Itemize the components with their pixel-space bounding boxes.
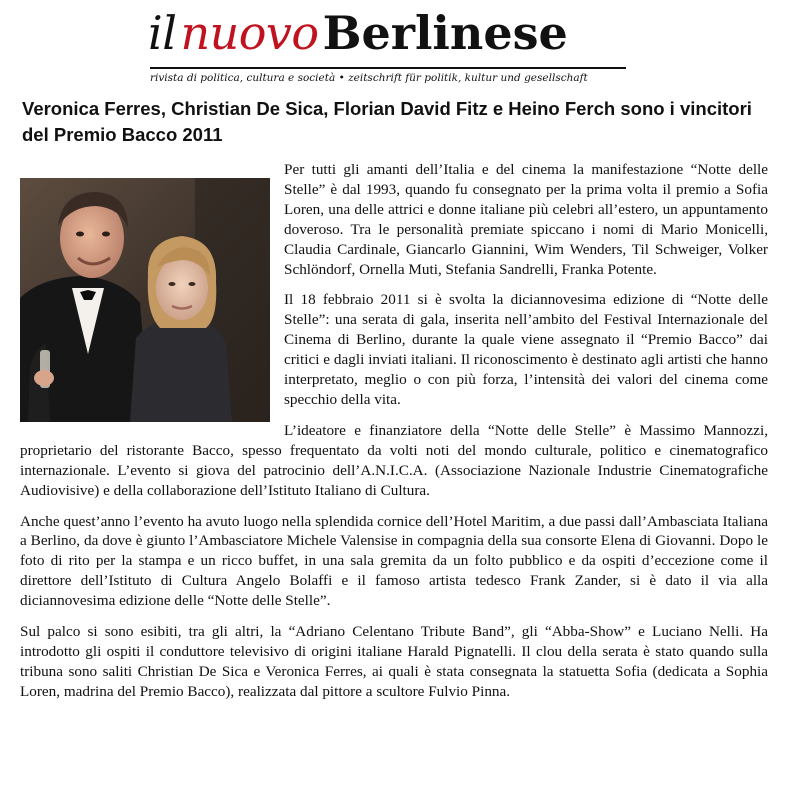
paragraph-5: Sul palco si sono esibiti, tra gli altri, la “Adriano Celentano Tribute Band”, gli “Abba-Show” e Luciano Nelli. Ha introdotto gli ospiti il conduttore televisivo di origini italiane Harald Pignatelli. Il clou della serata è stato quando sulla tribuna sono saliti Christian De Sica e Veronica Ferres, ai quali è stata consegnata la statuetta Sofia (dedicata a Sophia Loren, madrina del Premio Bacco), realizzata dal pittore a scultore Fulvio Pinna.: [20, 623, 768, 700]
article-headline: Veronica Ferres, Christian De Sica, Florian David Fitz e Heino Ferch sono i vincitori del Premio Bacco 2011: [22, 98, 752, 145]
masthead-rule: [150, 67, 626, 69]
logo-berlinese: Berlinese: [322, 6, 568, 60]
logo-nuovo: nuovo: [180, 6, 319, 60]
publication-logo[interactable]: [148, 8, 638, 68]
article-photo: [20, 178, 270, 422]
paragraph-2: Il 18 febbraio 2011 si è svolta la diciannovesima edizione di “Notte delle Stelle”: una serata di gala, inserita nell’ambito del Festival Internazionale del Cinema di Berlino, durante la quale viene assegnato il “Premio Bacco” dai critici e dagli inviati italiani. Il riconoscimento è destinato agli artisti che hanno interpretato, meglio o con più forza, l’intensità dei valori del cinema come specchio della vita.: [284, 291, 768, 408]
paragraph-3: L’ideatore e finanziatore della “Notte delle Stelle” è Massimo Mannozzi, proprietario del ristorante Bacco, spesso frequentato da volti noti del mondo culturale, politico e cinematografico internazionale. L’evento si giova del patrocinio dell’A.N.I.C.A. (Associazione Nazionale Industrie Cinematografiche Audiovisive) e della collaborazione dell’Istituto Italiano di Cultura.: [20, 421, 768, 499]
masthead: [0, 8, 789, 88]
paragraph-1: Per tutti gli amanti dell’Italia e del cinema la manifestazione “Notte delle Stelle” è dal 1993, quando fu consegnato per la prima volta il premio a Sofia Loren, una delle attrici e donne italiane più celebri all’estero, un appuntamento doveroso. Tra le personalità premiate spiccano i nomi di Mario Monicelli, Claudia Cardinale, Giancarlo Giannini, Wim Wenders, Til Schweiger, Volker Schlöndorf, Ornella Muti, Stefania Sandrelli, Franka Potente.: [284, 161, 768, 278]
tagline: rivista di politica, cultura e società • zeitschrift für politik, kultur und gesellschaft: [150, 72, 588, 84]
photo-illustration: [20, 178, 270, 422]
logo-il: il: [148, 6, 177, 60]
paragraph-4: Anche quest’anno l’evento ha avuto luogo nella splendida cornice dell’Hotel Maritim, a due passi dall’Ambasciata Italiana a Berlino, da dove è giunto l’Ambasciatore Michele Valensise in compagnia della sua consorte Elena di Giovanni. Dopo le foto di rito per la stampa e un ricco buffet, in una sala gremita da un folto pubblico e da ospiti d’eccezione come il direttore dell’Istituto di Cultura Angelo Bolaffi e il famoso artista tedesco Frank Zander, si è dato il via alla diciannovesima edizione delle “Notte delle Stelle”.: [20, 512, 768, 610]
article-body: [20, 160, 768, 713]
